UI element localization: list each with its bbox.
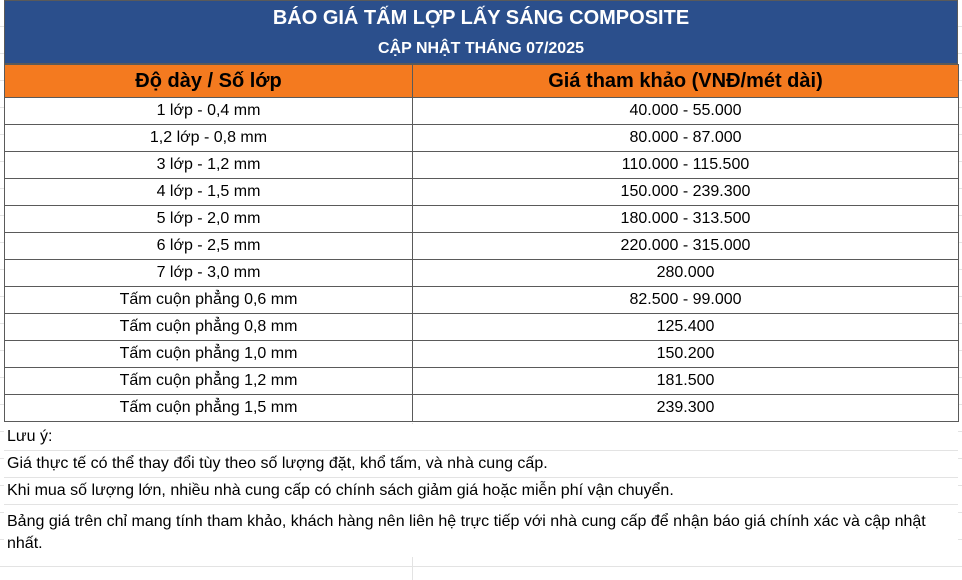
cell-thickness[interactable]: Tấm cuộn phẳng 1,0 mm bbox=[5, 341, 413, 368]
table-row bbox=[5, 341, 959, 368]
table-row bbox=[5, 233, 959, 260]
price-header bbox=[4, 0, 958, 64]
cell-thickness[interactable]: Tấm cuộn phẳng 1,2 mm bbox=[5, 368, 413, 395]
cell-thickness[interactable]: Tấm cuộn phẳng 0,6 mm bbox=[5, 287, 413, 314]
table-row bbox=[5, 287, 959, 314]
table-row bbox=[5, 98, 959, 125]
cell-thickness[interactable]: 6 lớp - 2,5 mm bbox=[5, 233, 413, 260]
cell-price[interactable]: 280.000 bbox=[413, 260, 959, 287]
cell-thickness[interactable]: Tấm cuộn phẳng 0,8 mm bbox=[5, 314, 413, 341]
column-header-thickness[interactable]: Độ dày / Số lớp bbox=[5, 65, 413, 98]
table-row bbox=[5, 179, 959, 206]
table-row bbox=[5, 314, 959, 341]
cell-price[interactable]: 180.000 - 313.500 bbox=[413, 206, 959, 233]
table-row bbox=[5, 395, 959, 422]
cell-thickness[interactable]: 3 lớp - 1,2 mm bbox=[5, 152, 413, 179]
table-row bbox=[5, 152, 959, 179]
table-row bbox=[5, 206, 959, 233]
cell-thickness[interactable]: Tấm cuộn phẳng 1,5 mm bbox=[5, 395, 413, 422]
table-row bbox=[5, 368, 959, 395]
cell-thickness[interactable]: 5 lớp - 2,0 mm bbox=[5, 206, 413, 233]
page-subtitle: CẬP NHẬT THÁNG 07/2025 bbox=[378, 40, 584, 57]
table-row bbox=[5, 125, 959, 152]
cell-price[interactable]: 220.000 - 315.000 bbox=[413, 233, 959, 260]
cell-price[interactable]: 150.200 bbox=[413, 341, 959, 368]
cell-thickness[interactable]: 1 lớp - 0,4 mm bbox=[5, 98, 413, 125]
note-item[interactable]: Khi mua số lượng lớn, nhiều nhà cung cấp có chính sách giảm giá hoặc miễn phí vận chuyển. bbox=[4, 477, 958, 504]
cell-price[interactable]: 239.300 bbox=[413, 395, 959, 422]
cell-price[interactable]: 80.000 - 87.000 bbox=[413, 125, 959, 152]
table-row bbox=[5, 260, 959, 287]
notes-section bbox=[4, 424, 958, 557]
column-header-price[interactable]: Giá tham khảo (VNĐ/mét dài) bbox=[413, 65, 959, 98]
cell-price[interactable]: 82.500 - 99.000 bbox=[413, 287, 959, 314]
price-table bbox=[4, 64, 959, 422]
cell-price[interactable]: 40.000 - 55.000 bbox=[413, 98, 959, 125]
page-title: BÁO GIÁ TẤM LỢP LẤY SÁNG COMPOSITE bbox=[272, 7, 690, 29]
note-item[interactable]: Giá thực tế có thể thay đổi tùy theo số lượng đặt, khổ tấm, và nhà cung cấp. bbox=[4, 450, 958, 477]
notes-heading[interactable]: Lưu ý: bbox=[4, 424, 958, 450]
cell-price[interactable]: 150.000 - 239.300 bbox=[413, 179, 959, 206]
cell-thickness[interactable]: 4 lớp - 1,5 mm bbox=[5, 179, 413, 206]
table-header-row bbox=[5, 65, 959, 98]
cell-thickness[interactable]: 1,2 lớp - 0,8 mm bbox=[5, 125, 413, 152]
cell-price[interactable]: 181.500 bbox=[413, 368, 959, 395]
cell-price[interactable]: 110.000 - 115.500 bbox=[413, 152, 959, 179]
note-item[interactable]: Bảng giá trên chỉ mang tính tham khảo, khách hàng nên liên hệ trực tiếp với nhà cung cấp để nhận báo giá chính xác và cập nhật nhất. bbox=[4, 504, 958, 557]
cell-price[interactable]: 125.400 bbox=[413, 314, 959, 341]
cell-thickness[interactable]: 7 lớp - 3,0 mm bbox=[5, 260, 413, 287]
